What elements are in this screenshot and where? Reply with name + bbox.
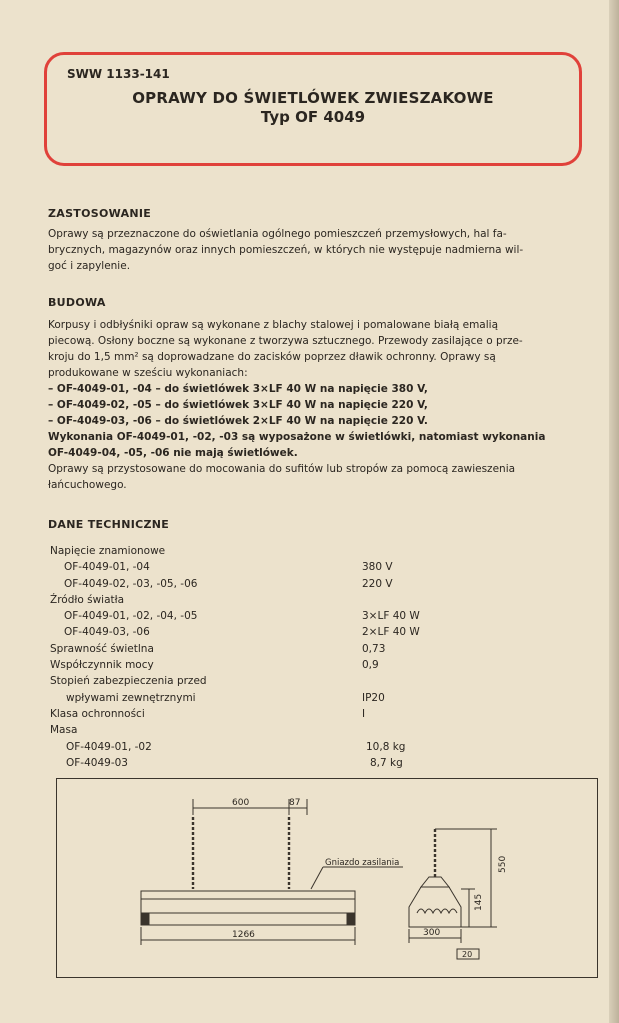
spec-label: wpływami zewnętrznymi — [66, 691, 196, 704]
spec-value: 3×LF 40 W — [362, 610, 420, 623]
spec-label: Stopień zabezpieczenia przed — [50, 675, 207, 688]
dim-87-label: 87 — [289, 798, 301, 808]
section-heading-budowa: BUDOWA — [48, 296, 106, 309]
text-line: Wykonania OF-4049-01, -02, -03 są wyposażone w świetlówki, natomiast wykonania — [48, 431, 546, 443]
dim-145-label: 145 — [474, 893, 484, 911]
zastosowanie-text — [48, 226, 594, 274]
spec-value: 2×LF 40 W — [362, 626, 420, 639]
text-line: produkowane w sześciu wykonaniach: — [48, 367, 248, 379]
spec-row — [50, 722, 450, 738]
figure-number: 20 — [462, 950, 473, 959]
spec-label: OF-4049-01, -02 — [66, 740, 152, 753]
spec-label: Napięcie znamionowe — [50, 545, 166, 557]
text-line: Oprawy są przystosowane do mocowania do sufitów lub stropów za pomocą zawieszenia — [48, 463, 516, 475]
spec-value: 380 V — [362, 561, 393, 574]
text-line: – OF-4049-03, -06 – do świetlówek 2×LF 40 W na napięcie 220 V. — [48, 415, 428, 427]
spec-row — [50, 690, 450, 706]
drawing-svg — [57, 779, 596, 976]
spec-row — [50, 739, 450, 755]
spec-row — [50, 755, 450, 771]
socket-label: Gniazdo zasilania — [325, 858, 400, 868]
spec-value: 0,9 — [362, 659, 379, 672]
section-heading-zastosowanie: ZASTOSOWANIE — [48, 207, 152, 220]
spec-row — [50, 641, 450, 657]
text-line: brycznych, magazynów oraz innych pomieszczeń, w których nie występuje nadmierna wil- — [48, 244, 524, 256]
page-edge — [609, 0, 619, 1023]
spec-row — [50, 543, 450, 559]
spec-value: 10,8 kg — [366, 740, 406, 753]
spec-value: 0,73 — [362, 642, 386, 655]
spec-label: OF-4049-01, -04 — [64, 561, 150, 574]
spec-label: Źródło światła — [50, 593, 125, 606]
spec-value: 220 V — [362, 577, 393, 590]
page-subtitle: Typ OF 4049 — [260, 108, 366, 126]
dim-300-label: 300 — [423, 928, 441, 938]
text-line: – OF-4049-02, -05 – do świetlówek 3×LF 40 W na napięcie 220 V, — [48, 399, 428, 411]
page-title: OPRAWY DO ŚWIETLÓWEK ZWIESZAKOWE — [132, 89, 494, 107]
spec-row — [50, 706, 450, 722]
spec-value: I — [362, 707, 366, 720]
spec-row — [50, 673, 450, 689]
text-line: kroju do 1,5 mm² są doprowadzane do zacisków poprzez dławik ochronny. Oprawy są — [48, 351, 496, 363]
spec-row — [50, 559, 450, 575]
dim-1266-label: 1266 — [232, 930, 255, 940]
spec-row — [50, 608, 450, 624]
text-line: Oprawy są przeznaczone do oświetlania ogólnego pomieszczeń przemysłowych, hal fa- — [48, 228, 507, 240]
spec-value: 8,7 kg — [370, 756, 403, 769]
spec-label: OF-4049-03, -06 — [64, 626, 150, 639]
text-line: łańcuchowego. — [48, 479, 127, 491]
dim-600-label: 600 — [232, 798, 250, 808]
spec-label: Klasa ochronności — [50, 707, 145, 720]
spec-row — [50, 624, 450, 640]
budowa-text — [48, 317, 594, 493]
spec-label: OF-4049-02, -03, -05, -06 — [64, 577, 198, 590]
header-box — [44, 52, 582, 166]
spec-row — [50, 657, 450, 673]
spec-row — [50, 592, 450, 608]
technical-drawing — [56, 778, 598, 978]
specs-table — [50, 543, 450, 771]
section-heading-dane: DANE TECHNICZNE — [48, 518, 170, 531]
text-line: OF-4049-04, -05, -06 nie mają świetlówek. — [48, 447, 298, 459]
spec-label: Masa — [50, 724, 78, 737]
spec-row — [50, 576, 450, 592]
text-line: goć i zapylenie. — [48, 260, 131, 272]
spec-label: OF-4049-01, -02, -04, -05 — [64, 610, 198, 623]
text-line: – OF-4049-01, -04 – do świetlówek 3×LF 40 W na napięcie 380 V, — [48, 383, 428, 395]
spec-label: Współczynnik mocy — [50, 659, 154, 672]
spec-label: OF-4049-03 — [66, 756, 128, 769]
text-line: piecową. Osłony boczne są wykonane z tworzywa sztucznego. Przewody zasilające o prze- — [48, 335, 523, 347]
standard-code: SWW 1133-141 — [67, 67, 170, 81]
dim-550-label: 550 — [498, 855, 508, 873]
text-line: Korpusy i odbłyśniki opraw są wykonane z blachy stalowej i pomalowane białą emalią — [48, 319, 499, 331]
spec-label: Sprawność świetlna — [50, 642, 154, 655]
spec-value: IP20 — [362, 691, 385, 704]
